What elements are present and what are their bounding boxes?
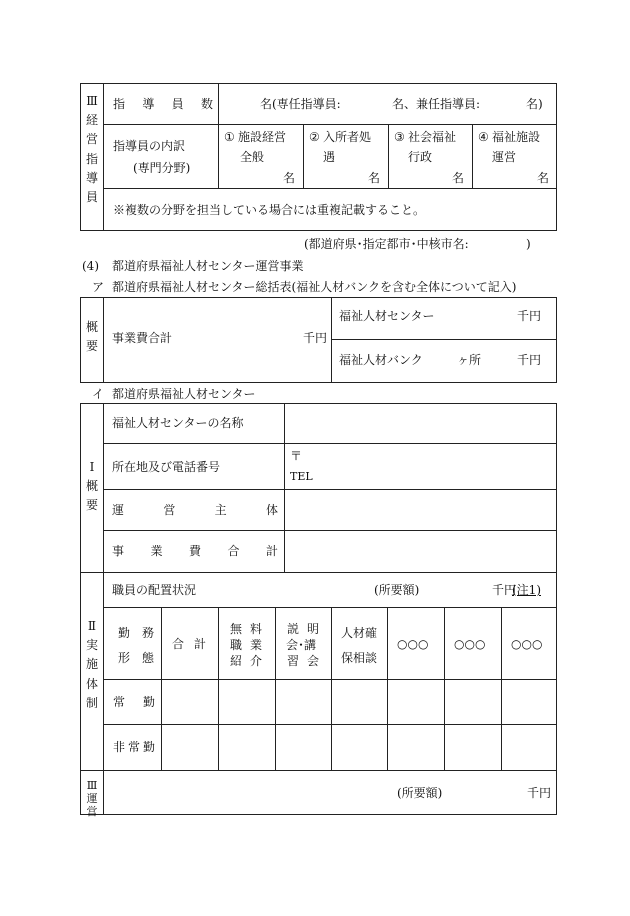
- bank-cost-unit: 千円: [517, 353, 542, 367]
- specialty-1-line2: 全般: [240, 150, 265, 164]
- header-free-3: 紹 介: [230, 654, 262, 668]
- header-work-type-1: 勤 務: [118, 626, 154, 640]
- operator-label: 運 営 主 体: [112, 503, 278, 517]
- postal-mark: 〒: [290, 449, 303, 463]
- header-recruit-1: 人材確: [341, 626, 378, 640]
- header-placeholder-2: ○○○: [454, 637, 486, 651]
- total-cost-unit: 千円: [303, 331, 328, 345]
- instructor-count-label: 指 導 員 数: [113, 97, 213, 111]
- specialty-1-num: ①: [224, 130, 235, 144]
- specialty-4-line1: 福祉施設: [492, 130, 541, 144]
- specialty-1-line1: 施設経営: [238, 130, 287, 144]
- full-time-label: (専任指導員:: [272, 97, 341, 111]
- specialty-3-num: ③: [394, 130, 405, 144]
- header-work-type-2: 形 態: [118, 651, 154, 665]
- staff-placement-label: 職員の配置状況: [112, 583, 197, 597]
- specialty-3-unit: 名: [452, 171, 465, 185]
- section4i-kana: イ: [92, 387, 105, 401]
- section4-title: 都道府県福祉人材センター運営事業: [112, 259, 304, 273]
- operation-required-label: (所要額): [397, 786, 443, 800]
- specialty-2-num: ②: [309, 130, 320, 144]
- structure-unit: 千円: [492, 583, 517, 597]
- concurrent-unit: 名): [526, 97, 543, 111]
- summary-side-label: 概要: [85, 320, 98, 354]
- specialty-4-unit: 名: [537, 171, 550, 185]
- overview-side-label: Ⅰ概要: [85, 460, 98, 513]
- specialty-2-line1: 入所者処: [323, 130, 372, 144]
- address-phone-label: 所在地及び電話番号: [112, 460, 221, 474]
- full-time-unit: 名、: [392, 97, 417, 111]
- specialty-1-unit: 名: [283, 171, 296, 185]
- header-free-1: 無 料: [230, 622, 262, 636]
- center-cost-unit: 千円: [517, 309, 542, 323]
- specialty-3-line1: 社会福祉: [408, 130, 457, 144]
- cost-total-label: 事 業 費 合 計: [112, 544, 278, 558]
- structure-required-label: (所要額): [374, 583, 420, 597]
- section4a-title: 都道府県福祉人材センター総括表(福祉人材バンクを含む全体について記入): [112, 280, 517, 294]
- prefecture-line-label: (都道府県･指定都市･中核市名:: [304, 237, 469, 251]
- operation-side-label: Ⅲ運営: [86, 779, 98, 819]
- specialty-3-line2: 行政: [408, 150, 433, 164]
- specialty-2-line2: 遇: [323, 150, 336, 164]
- header-total: 合 計: [172, 637, 206, 651]
- tel-mark: TEL: [290, 470, 313, 483]
- row-part-time-label: 非 常 勤: [113, 740, 155, 754]
- center-name-label: 福祉人材センターの名称: [112, 416, 244, 430]
- breakdown-sublabel: (専門分野): [133, 161, 191, 175]
- row-full-time-label: 常 勤: [113, 695, 155, 709]
- breakdown-label: 指導員の内訳: [113, 139, 186, 153]
- prefecture-line-close: ): [526, 237, 531, 251]
- section4a-kana: ア: [92, 280, 105, 294]
- header-seminar-2: 会･講: [286, 638, 317, 652]
- bank-count-unit: ヶ所: [457, 353, 482, 367]
- header-seminar-3: 習 会: [287, 654, 319, 668]
- specialty-2-unit: 名: [368, 171, 381, 185]
- total-cost-label: 事業費合計: [112, 331, 173, 345]
- note1-ref: (注1): [512, 583, 541, 597]
- section3-side-label: Ⅲ経営指導員: [85, 94, 98, 204]
- header-placeholder-1: ○○○: [397, 637, 429, 651]
- specialty-4-num: ④: [478, 130, 489, 144]
- operation-unit: 千円: [527, 786, 552, 800]
- structure-side-label: Ⅱ実施体制: [85, 619, 98, 710]
- header-seminar-1: 説 明: [287, 622, 319, 636]
- concurrent-label: 兼任指導員:: [416, 97, 481, 111]
- section4i-title: 都道府県福祉人材センター: [112, 387, 256, 401]
- center-cost-label: 福祉人材センター: [339, 309, 435, 323]
- header-free-2: 職 業: [230, 638, 262, 652]
- instructor-count-unit: 名: [260, 97, 273, 111]
- header-recruit-2: 保相談: [341, 651, 378, 665]
- header-placeholder-3: ○○○: [511, 637, 543, 651]
- duplicate-note: ※複数の分野を担当している場合には重複記載すること。: [113, 203, 426, 217]
- section4-number: (4): [82, 259, 99, 273]
- specialty-4-line2: 運営: [492, 150, 517, 164]
- bank-cost-label: 福祉人材バンク: [339, 353, 423, 367]
